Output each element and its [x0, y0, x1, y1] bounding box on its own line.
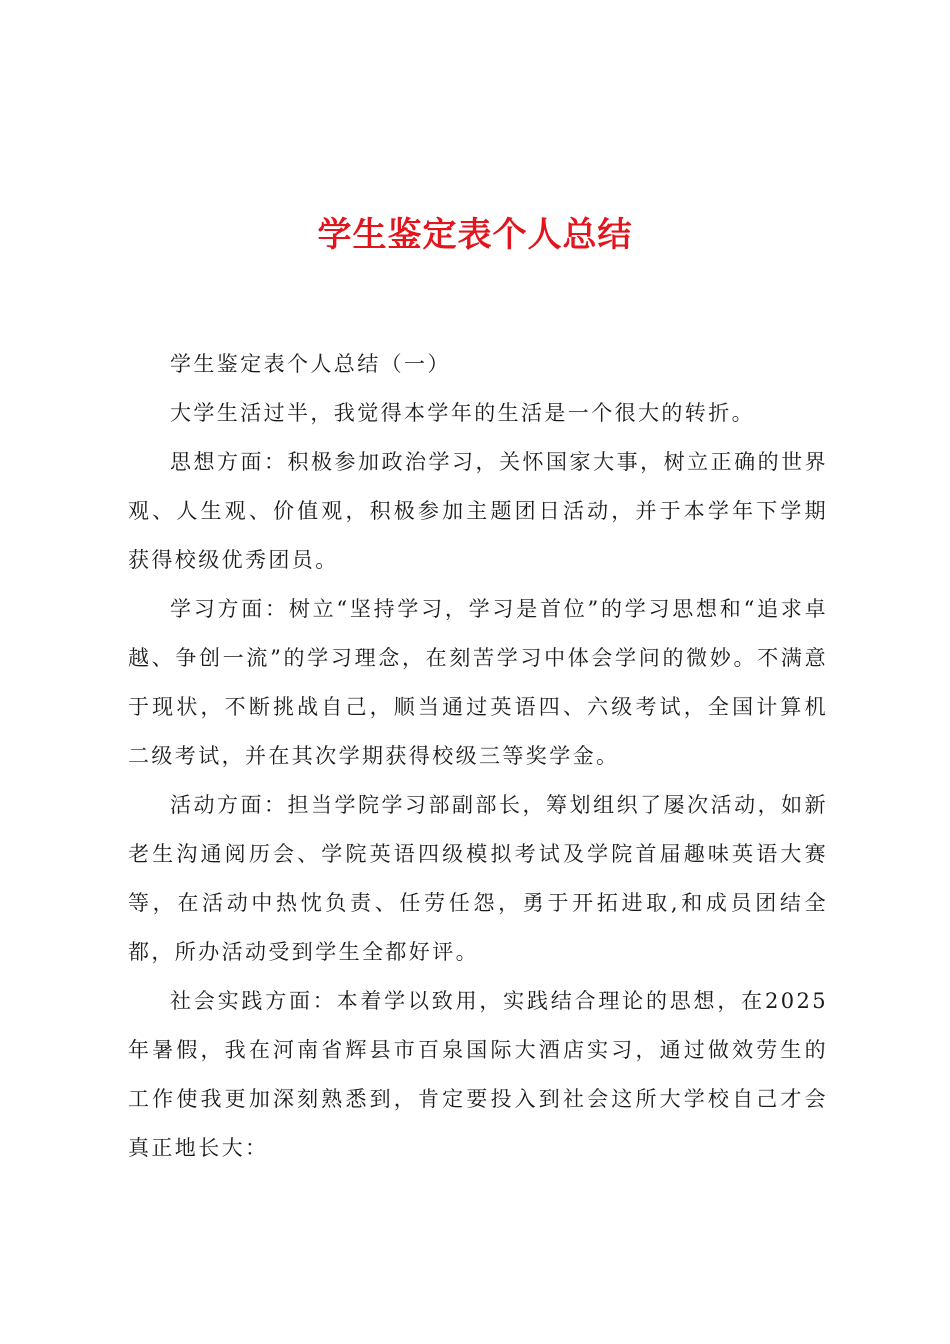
activity-paragraph: 活动方面：担当学院学习部副部长，筹划组织了屡次活动，如新老生沟通阅历会、学院英语四级模拟考试及学院首届趣味英语大赛等，在活动中热忱负责、任劳任怨，勇于开拓进取,和成员团结全都，所办活动受到学生全都好评。 — [128, 793, 828, 964]
subtitle-paragraph: 学生鉴定表个人总结（一） — [170, 352, 451, 376]
document-title: 学生鉴定表个人总结 — [317, 215, 633, 255]
intro-paragraph: 大学生活过半，我觉得本学年的生活是一个很大的转折。 — [170, 401, 755, 425]
social-practice-paragraph: 社会实践方面：本着学以致用，实践结合理论的思想，在2025年暑假，我在河南省辉县市百泉国际大酒店实习，通过做效劳生的工作使我更加深刻熟悉到，肯定要投入到社会这所大学校自己才会真正地长大： — [128, 989, 828, 1160]
thought-paragraph: 思想方面：积极参加政治学习，关怀国家大事，树立正确的世界观、人生观、价值观，积极参加主题团日活动，并于本学年下学期获得校级优秀团员。 — [128, 450, 828, 572]
document-body — [128, 340, 828, 1173]
study-paragraph: 学习方面：树立“坚持学习，学习是首位”的学习思想和“追求卓越、争创一流”的学习理念，在刻苦学习中体会学问的微妙。不满意于现状，不断挑战自己，顺当通过英语四、六级考试，全国计算机二级考试，并在其次学期获得校级三等奖学金。 — [128, 597, 828, 768]
